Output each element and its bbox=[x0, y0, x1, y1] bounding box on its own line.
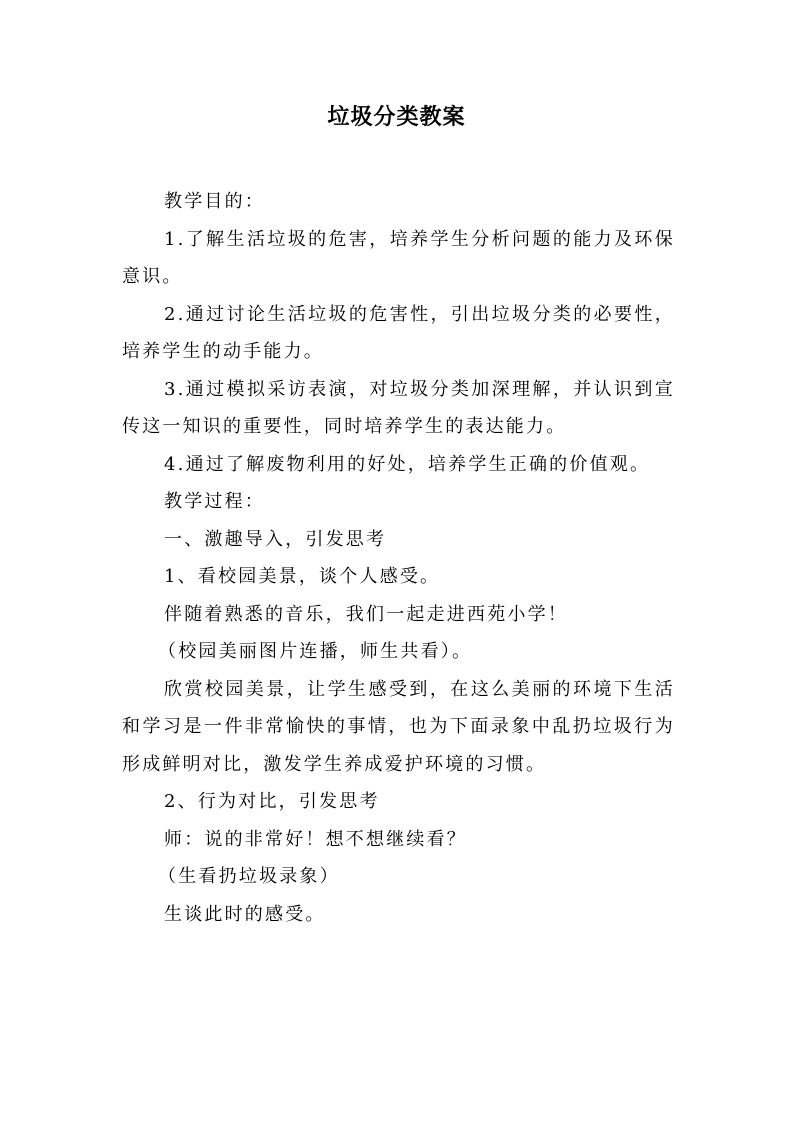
paragraph-teaching-objectives-heading: 教学目的： bbox=[164, 191, 265, 212]
paragraph-section-1-heading: 一、激趣导入，引发思考 bbox=[164, 528, 387, 550]
paragraph-step-2: 2、行为对比，引发思考 bbox=[164, 791, 380, 812]
document-body bbox=[122, 183, 675, 933]
paragraph-video-note: （生看扔垃圾录象） bbox=[158, 866, 340, 887]
document-title: 垃圾分类教案 bbox=[327, 104, 466, 130]
paragraph-student-feelings: 生谈此时的感受。 bbox=[164, 903, 326, 925]
paragraph-objective-2: 2.通过讨论生活垃圾的危害性，引出垃圾分类的必要性，培养学生的动手能力。 bbox=[122, 303, 675, 362]
paragraph-appreciation: 欣赏校园美景，让学生感受到，在这么美丽的环境下生活和学习是一件非常愉快的事情，也为下面录象中乱扔垃圾行为形成鲜明对比，激发学生养成爱护环境的习惯。 bbox=[122, 678, 675, 775]
paragraph-step-1: 1、看校园美景，谈个人感受。 bbox=[164, 566, 441, 587]
paragraph-teaching-process-heading: 教学过程： bbox=[164, 491, 265, 512]
paragraph-objective-3: 3.通过模拟采访表演，对垃圾分类加深理解，并认识到宣传这一知识的重要性，同时培养学生的表达能力。 bbox=[122, 378, 675, 437]
paragraph-objective-4: 4.通过了解废物利用的好处，培养学生正确的价值观。 bbox=[164, 453, 651, 475]
paragraph-music-intro: 伴随着熟悉的音乐，我们一起走进西苑小学！ bbox=[164, 603, 568, 625]
paragraph-teacher-remark: 师：说的非常好！想不想继续看？ bbox=[164, 828, 467, 850]
paragraph-slideshow-note: （校园美丽图片连播，师生共看）。 bbox=[158, 641, 473, 662]
paragraph-objective-1: 1.了解生活垃圾的危害，培养学生分析问题的能力及环保意识。 bbox=[122, 228, 675, 287]
